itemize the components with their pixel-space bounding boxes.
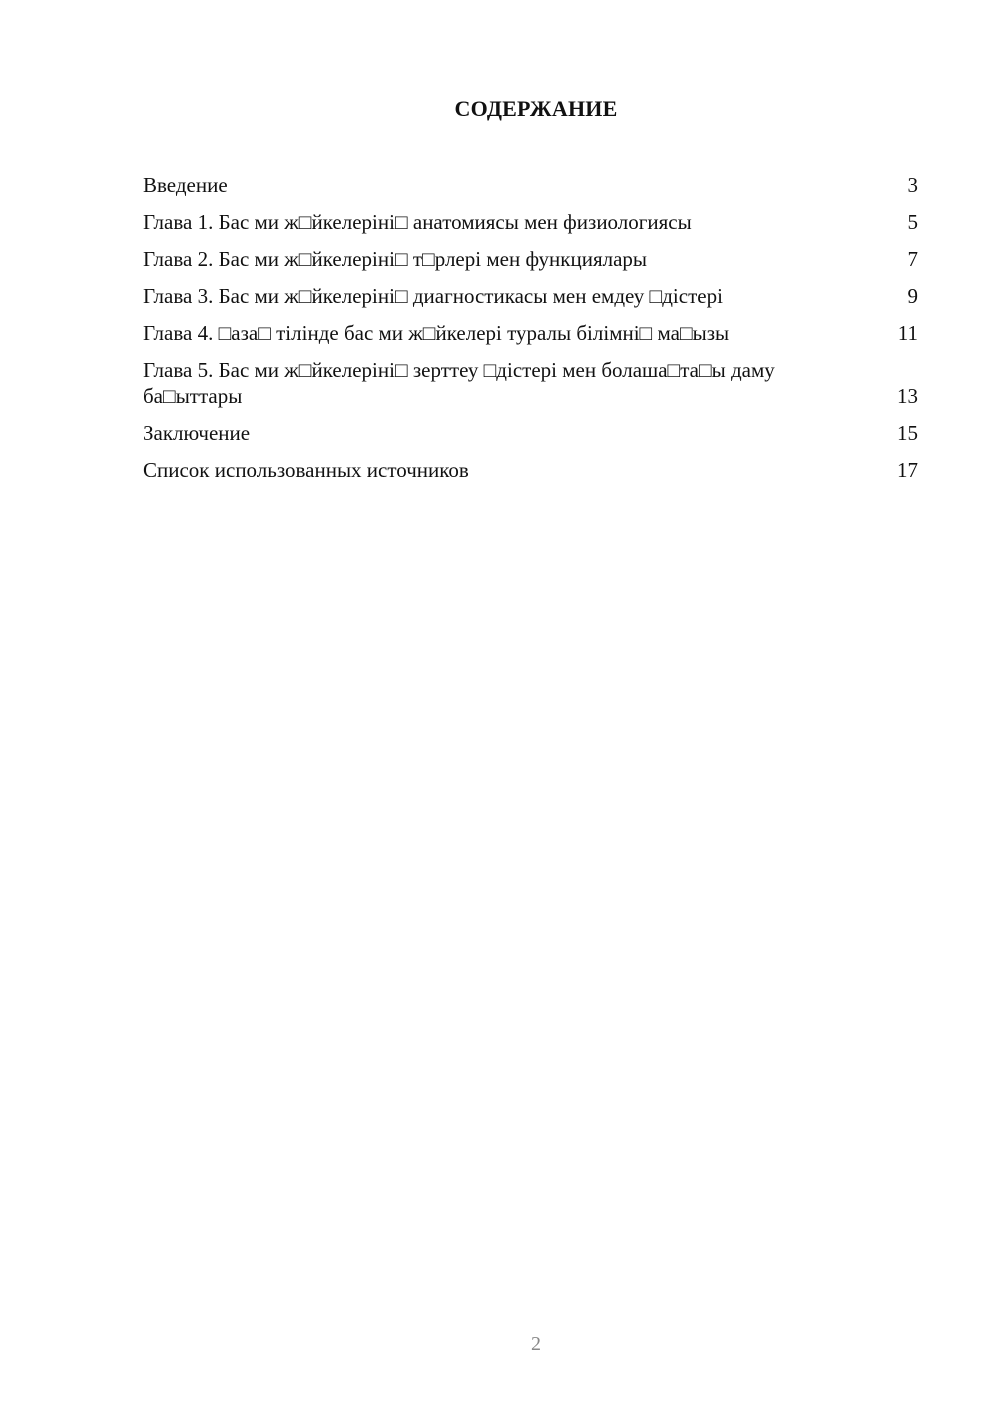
toc-entry-page: 7 <box>907 247 918 271</box>
toc-entry-page: 15 <box>897 421 918 445</box>
toc-row <box>143 420 918 446</box>
toc-entry-page: 9 <box>907 284 918 308</box>
toc-entry-page: 13 <box>897 384 918 408</box>
toc-row <box>143 283 918 309</box>
toc-entry-title: Введение <box>143 173 228 197</box>
toc-entry-page: 17 <box>897 458 918 482</box>
toc-entry-title: Глава 5. Бас ми ж□йкелеріні□ зерттеу □дістері мен болаша□та□ы даму ба□ыттары <box>143 358 775 408</box>
toc-entry-title: Глава 3. Бас ми ж□йкелеріні□ диагностикасы мен емдеу □дістері <box>143 284 723 308</box>
toc-row <box>143 457 918 483</box>
toc-entry-page: 11 <box>897 321 918 345</box>
table-of-contents <box>143 172 918 494</box>
toc-entry-title: Глава 1. Бас ми ж□йкелеріні□ анатомиясы мен физиологиясы <box>143 210 692 234</box>
toc-entry-page: 5 <box>907 210 918 234</box>
toc-row <box>143 209 918 235</box>
page-number: 2 <box>531 1333 541 1355</box>
toc-row <box>143 172 918 198</box>
toc-entry-page: 3 <box>907 173 918 197</box>
toc-row <box>143 320 918 346</box>
toc-row <box>143 246 918 272</box>
toc-entry-title: Заключение <box>143 421 251 445</box>
toc-entry-title: Глава 4. □аза□ тілінде бас ми ж□йкелері туралы білімні□ ма□ызы <box>143 321 730 345</box>
toc-entry-title: Список использованных источников <box>143 458 469 482</box>
toc-entry-title: Глава 2. Бас ми ж□йкелеріні□ т□рлері мен функциялары <box>143 247 648 271</box>
page-title: СОДЕРЖАНИЕ <box>454 96 618 121</box>
toc-row <box>143 357 918 409</box>
